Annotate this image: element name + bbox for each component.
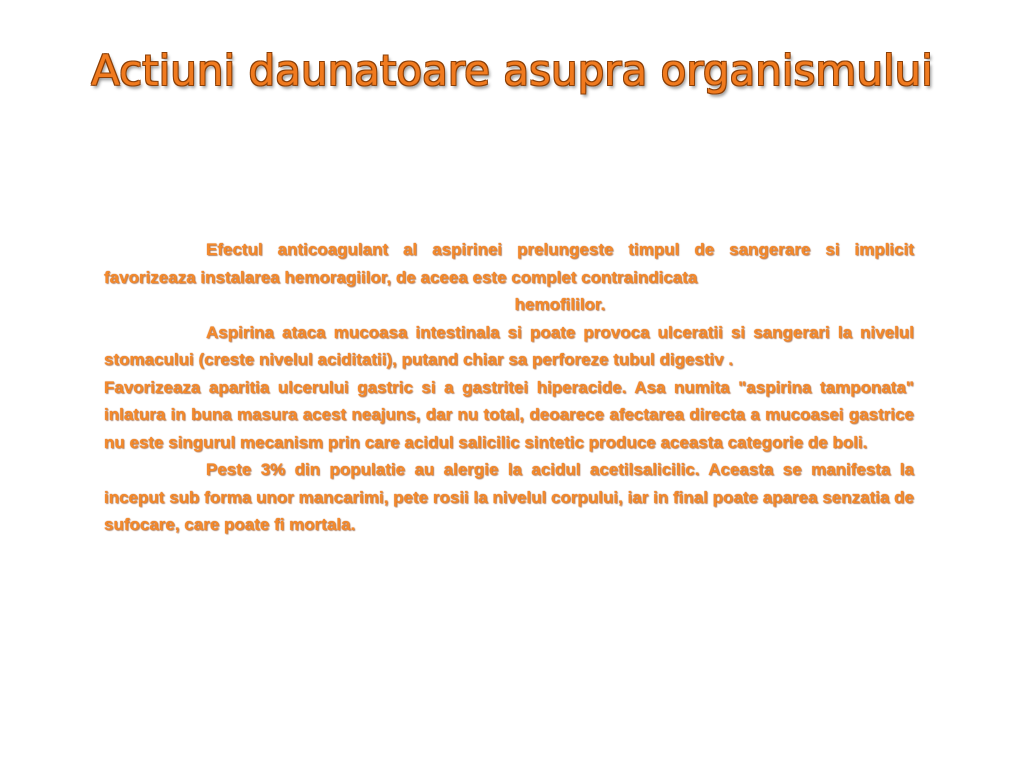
paragraph-tail: hemofililor. xyxy=(514,295,606,314)
paragraph-text: Aspirina ataca mucoasa intestinala si poate provoca ulceratii si sangerari la nivelul stomacului (creste nivelul aciditatii), putand chiar sa perforeze tubul digestiv . xyxy=(104,322,914,369)
paragraph-ulcer xyxy=(104,374,914,457)
slide-title: Actiuni daunatoare asupra organismului xyxy=(91,46,933,95)
paragraph-text: Favorizeaza aparitia ulcerului gastric si a gastritei hiperacide. Asa numita "aspirina tamponata" inlatura in buna masura acest neajuns, dar nu total, deoarece afectarea directa a mucoasei gastrice nu este singurul mecanism prin care acidul salicilic sintetic produce aceasta categorie de boli. xyxy=(104,377,914,452)
paragraph-text: Efectul anticoagulant al aspirinei prelungeste timpul de sangerare si implicit favorizeaza instalarea hemoragiilor, de aceea este complet contraindicata xyxy=(104,240,914,287)
paragraph-allergy xyxy=(104,456,914,539)
paragraph-text: Peste 3% din populatie au alergie la acidul acetilsalicilic. Aceasta se manifesta la inceput sub forma unor mancarimi, pete rosii la nivelul corpului, iar in final poate aparea senzatia de sufocare, care poate fi mortala. xyxy=(104,460,914,534)
paragraph-mucosa xyxy=(104,319,914,374)
slide-body xyxy=(104,236,914,539)
paragraph-anticoagulant xyxy=(104,236,914,319)
